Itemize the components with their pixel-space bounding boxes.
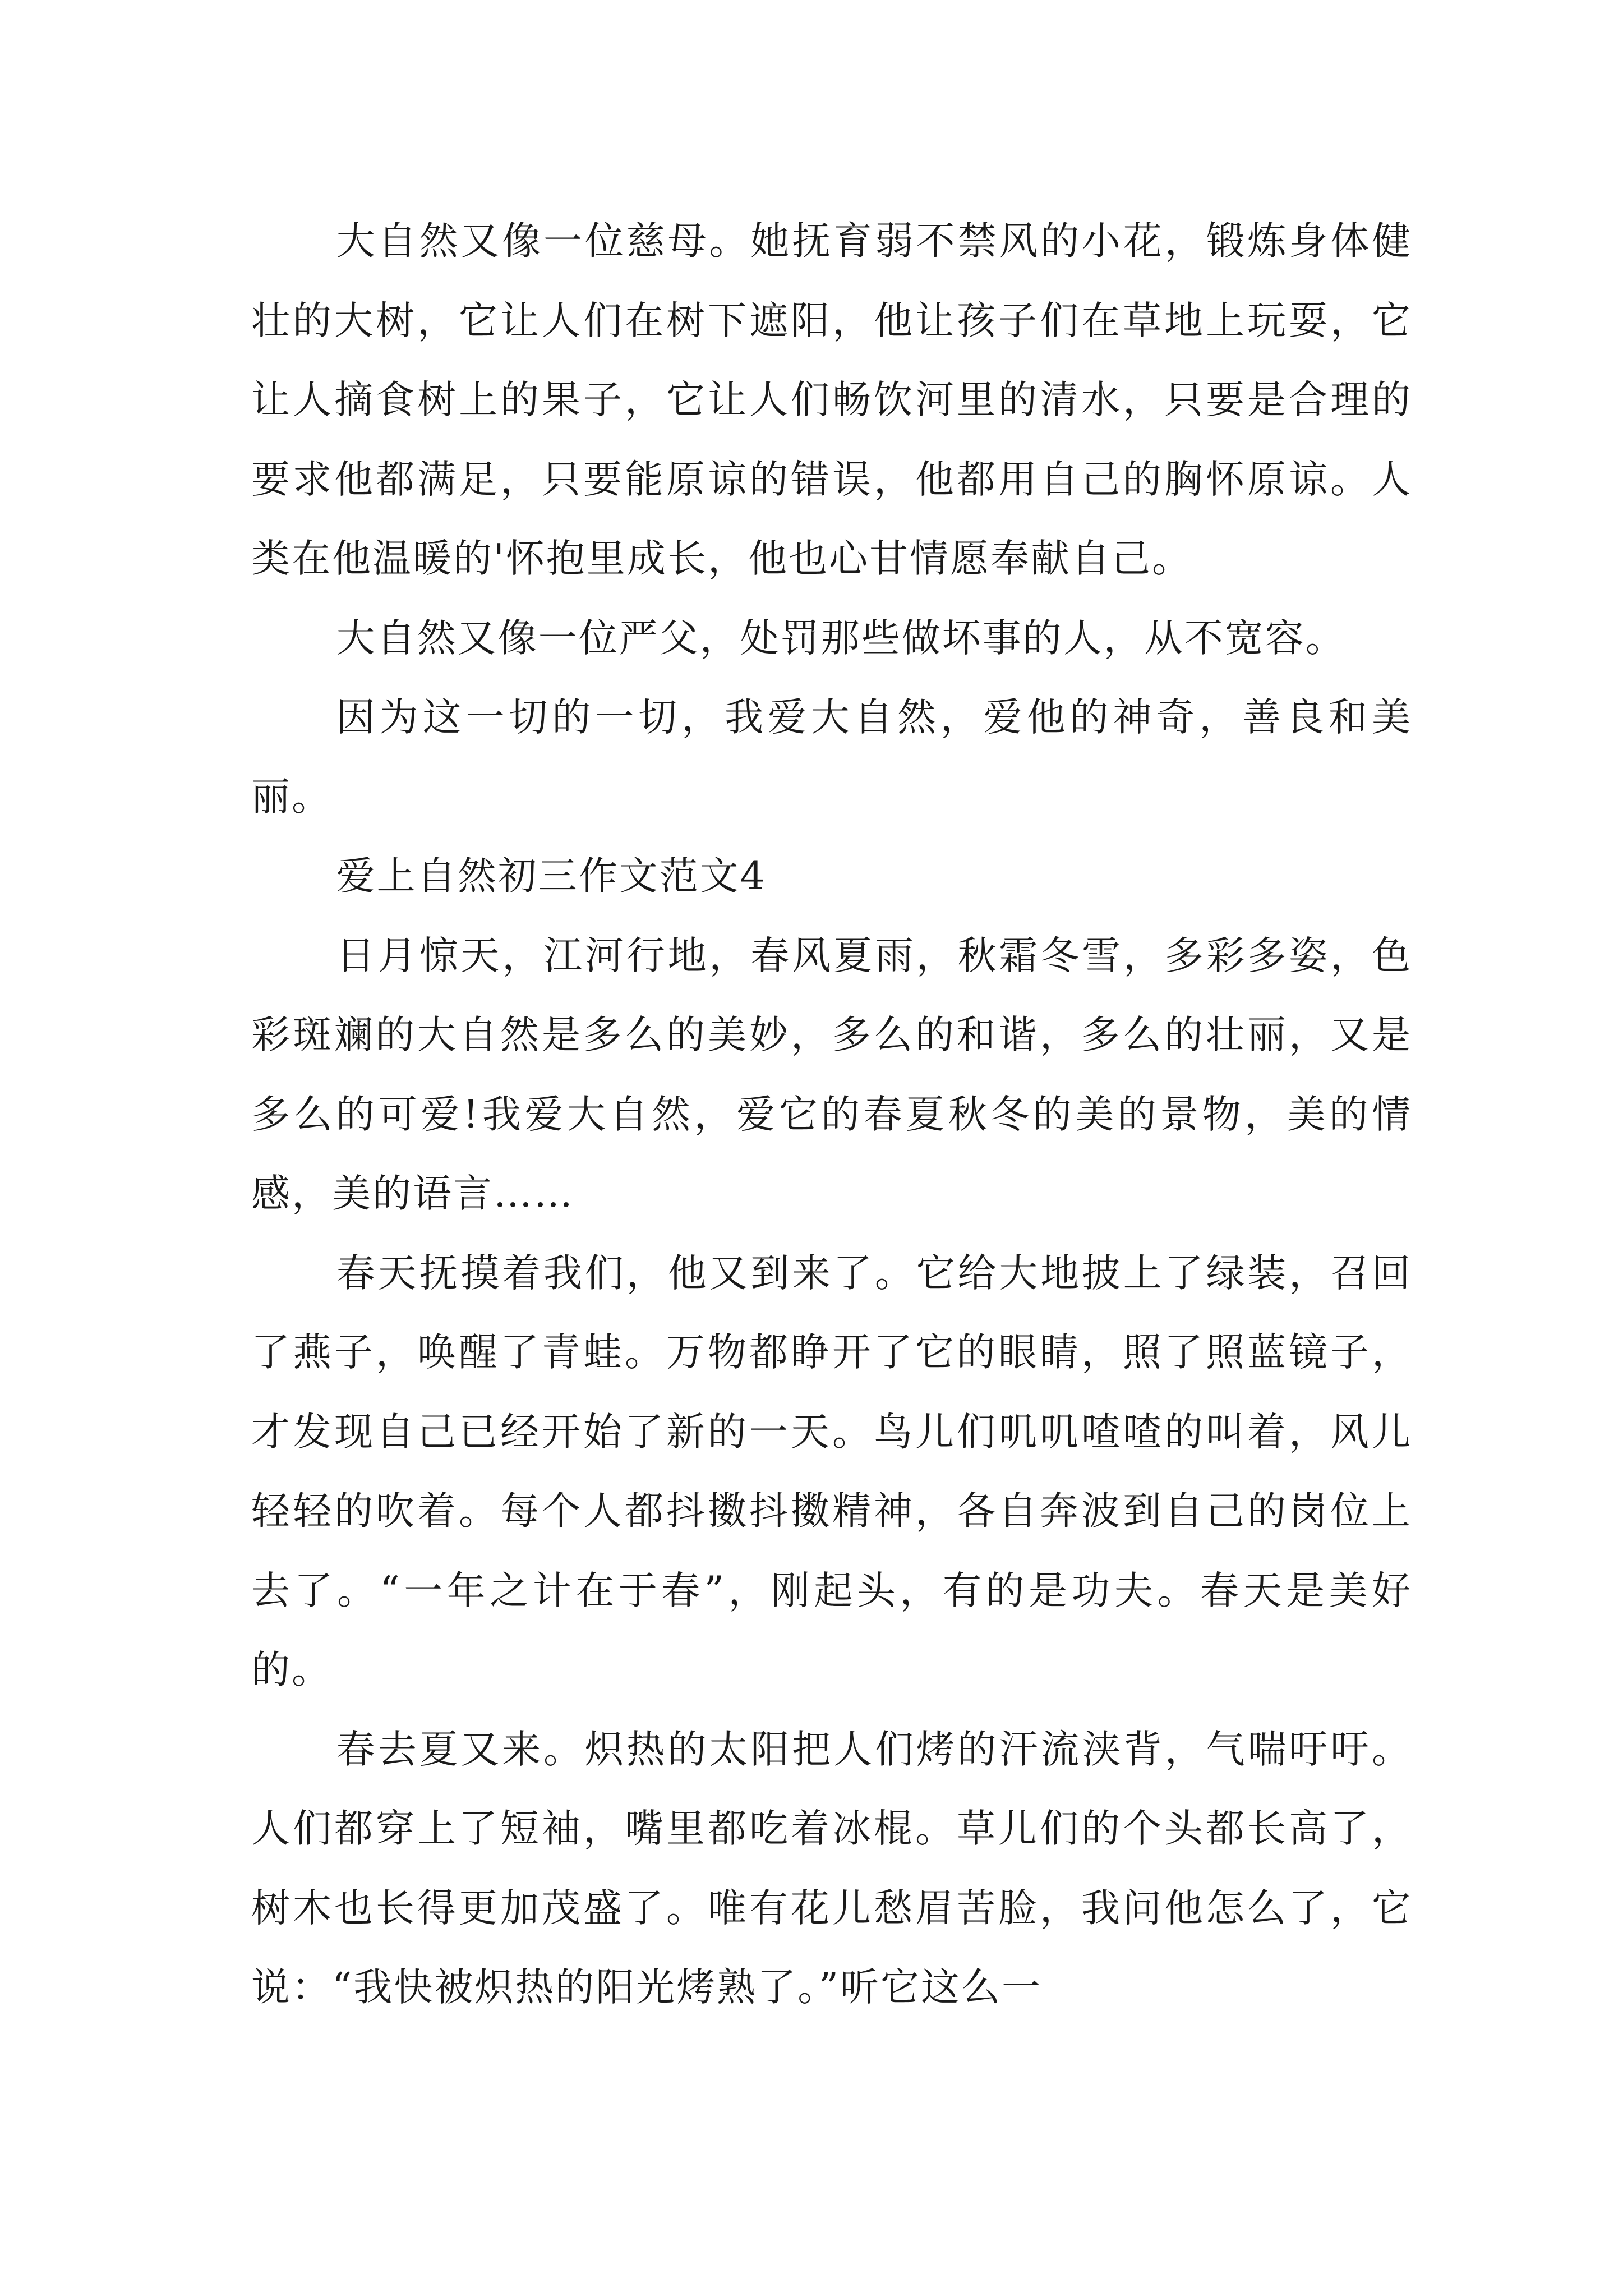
document-body xyxy=(251,202,1412,2028)
paragraph-spring: 春天抚摸着我们，他又到来了。它给大地披上了绿装，召回了燕子，唤醒了青蛙。万物都睁开了它的眼睛，照了照蓝镜子，才发现自己已经开始了新的一天。鸟儿们叽叽喳喳的叫着，风儿轻轻的吹着。每个人都抖擞抖擞精神，各自奔波到自己的岗位上去了。“一年之计在于春”，刚起头，有的是功夫。春天是美好的。 xyxy=(251,1250,1412,1692)
paragraph-kind-mother: 大自然又像一位慈母。她抚育弱不禁风的小花，锻炼身体健壮的大树，它让人们在树下遮阳，他让孩子们在草地上玩耍，它让人摘食树上的果子，它让人们畅饮河里的清水，只要是合理的要求他都满足，只要能原谅的错误，他都用自己的胸怀原谅。人类在他温暖的'怀抱里成长，他也心甘情愿奉献自己。 xyxy=(251,219,1412,581)
paragraph-love-nature: 因为这一切的一切，我爱大自然，爱他的神奇，善良和美丽。 xyxy=(251,695,1412,820)
section-heading: 爱上自然初三作文范文4 xyxy=(336,854,767,899)
paragraph-intro: 日月惊天，江河行地，春风夏雨，秋霜冬雪，多彩多姿，色彩斑斓的大自然是多么的美妙，多么的和谐，多么的壮丽，又是多么的可爱!我爱大自然，爱它的春夏秋冬的美的景物，美的情感，美的语言…… xyxy=(251,933,1412,1216)
paragraph-strict-father: 大自然又像一位严父，处罚那些做坏事的人，从不宽容。 xyxy=(336,615,1346,661)
paragraph-summer: 春去夏又来。炽热的太阳把人们烤的汗流浃背，气喘吁吁。人们都穿上了短袖，嘴里都吃着冰棍。草儿们的个头都长高了，树木也长得更加茂盛了。唯有花儿愁眉苦脸，我问他怎么了，它说：“我快被炽热的阳光烤熟了。”听它这么一 xyxy=(251,1727,1412,2010)
